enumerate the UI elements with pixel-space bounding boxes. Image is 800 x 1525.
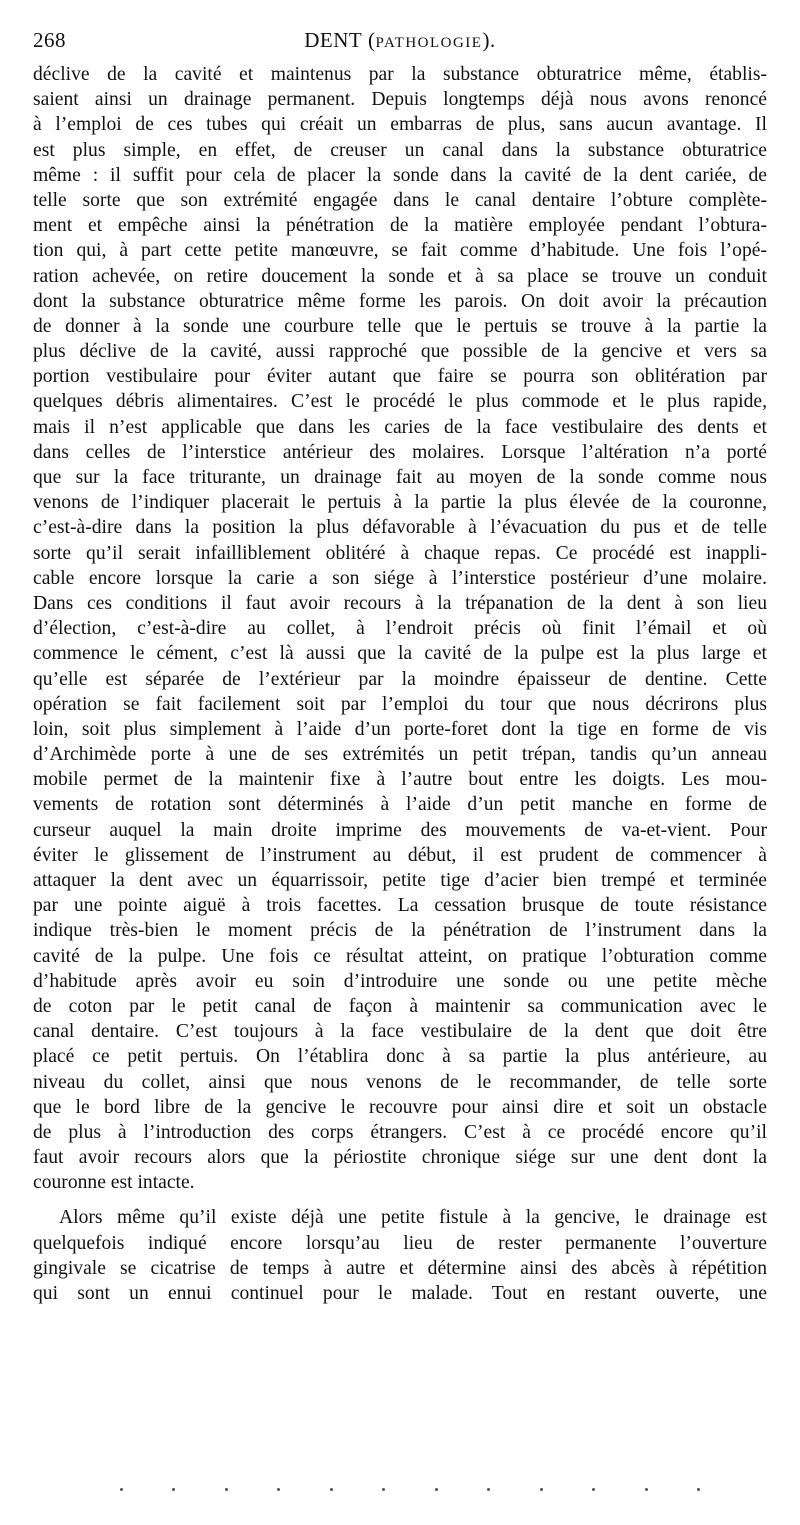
text-line: de plus à l’introduction des corps étrangers. C’est à ce procédé encore qu’il [33,1121,767,1143]
text-line: couronne est intacte. [33,1172,195,1194]
text-line: d’élection, c’est-à-dire au collet, à l’endroit précis où finit l’émail et où [33,618,767,640]
text-line: mais il n’est applicable que dans les caries de la face vestibulaire des dents et [33,416,767,438]
text-line: même : il suffit pour cela de placer la sonde dans la cavité de la dent cariée, de [33,164,767,186]
running-title [33,28,767,53]
text-line: tion qui, à part cette petite manœuvre, se fait comme d’habitude. Une fois l’opé- [33,240,767,262]
text-line: Dans ces conditions il faut avoir recours à la trépanation de la dent à son lieu [33,592,767,614]
text-line: venons de l’indiquer placerait le pertuis à la partie la plus élevée de la couronne, [33,492,767,514]
text-line: indique très-bien le moment précis de la pénétration de l’instrument dans la [33,920,767,942]
text-line: éviter le glissement de l’instrument au début, il est prudent de commencer à [33,844,767,866]
text-line: quelques débris alimentaires. C’est le procédé le plus commode et le plus rapide, [33,391,767,413]
running-title-paren-close: ). [482,28,496,52]
text-line: de donner à la sonde une courbure telle que le pertuis se trouve à la partie la [33,315,767,337]
text-line: par une pointe aiguë à trois facettes. La cessation brusque de toute résistance [33,895,767,917]
text-line: d’Archimède porte à une de ses extrémités un petit trépan, tandis qu’un anneau [33,744,767,766]
text-line: Alors même qu’il existe déjà une petite fistule à la gencive, le drainage est [59,1207,767,1229]
text-line: niveau du collet, ainsi que nous venons de le recommander, de telle sorte [33,1071,767,1093]
text-line: est plus simple, en effet, de creuser un canal dans la substance obturatrice [33,139,767,161]
footer-dots [120,1488,700,1494]
text-line: placé ce petit pertuis. On l’établira donc à sa partie la plus antérieure, au [33,1046,767,1068]
text-line: vements de rotation sont déterminés à l’aide d’un petit manche en forme de [33,794,767,816]
text-line: canal dentaire. C’est toujours à la face vestibulaire de la dent que doit être [33,1021,767,1043]
text-line: c’est-à-dire dans la position la plus défavorable à l’évacuation du pus et de telle [33,517,767,539]
text-line: commence le cément, c’est là aussi que la cavité de la pulpe est la plus large et [33,643,767,665]
text-line: que le bord libre de la gencive le recouvre pour ainsi dire et soit un obstacle [33,1096,767,1118]
body-paragraph-1 [33,62,767,1195]
text-line: d’habitude après avoir eu soin d’introduire une sonde ou une petite mèche [33,970,767,992]
body-paragraph-2 [33,1205,767,1306]
text-line: faut avoir recours alors que la périostite chronique siége sur une dent dont la [33,1147,767,1169]
text-line: déclive de la cavité et maintenus par la substance obturatrice même, établis- [33,64,767,85]
text-line: sorte qu’il serait infailliblement oblitéré à chaque repas. Ce procédé est inappli- [33,542,767,564]
text-line: mobile permet de la maintenir fixe à l’autre bout entre les doigts. Les mou- [33,769,767,791]
text-line: dans celles de l’interstice antérieur des molaires. Lorsque l’altération n’a porté [33,441,767,463]
running-title-paren-open: ( [368,28,376,52]
text-line: gingivale se cicatrise de temps à autre et détermine ainsi des abcès à répétition [33,1257,767,1279]
text-line: qu’elle est séparée de l’extérieur par la moindre épaisseur de dentine. Cette [33,668,767,690]
running-title-main: DENT [304,28,363,52]
running-title-sub: PATHOLOGIE [375,35,483,51]
text-line: cavité de la pulpe. Une fois ce résultat atteint, on pratique l’obturation comme [33,945,767,967]
text-line: que sur la face triturante, un drainage fait au moyen de la sonde comme nous [33,467,767,488]
page-number: 268 [33,28,66,52]
text-line: à l’emploi de ces tubes qui créait un embarras de plus, sans aucun avantage. Il [33,114,767,136]
text-line: cable encore lorsque la carie a son siége à l’interstice postérieur d’une molaire. [33,567,767,589]
running-head [33,28,767,62]
text-line: qui sont un ennui continuel pour le malade. Tout en restant ouverte, une [33,1283,767,1304]
text-line: portion vestibulaire pour éviter autant que faire se pourra son oblitération par [33,366,767,388]
text-line: quelquefois indiqué encore lorsqu’au lieu de rester permanente l’ouverture [33,1232,767,1254]
text-line: saient ainsi un drainage permanent. Depuis longtemps déjà nous avons renoncé [33,89,767,111]
text-line: curseur auquel la main droite imprime des mouvements de va-et-vient. Pour [33,819,767,841]
text-line: attaquer la dent avec un équarrissoir, petite tige d’acier bien trempé et terminée [33,870,767,891]
text-line: telle sorte que son extrémité engagée dans le canal dentaire l’obture complète- [33,189,767,211]
text-line: ration achevée, on retire doucement la sonde et à sa place se trouve un conduit [33,265,767,287]
book-page [33,28,767,1306]
text-line: opération se fait facilement soit par l’emploi du tour que nous décrirons plus [33,693,767,715]
text-line: dont la substance obturatrice même forme les parois. On doit avoir la précaution [33,290,767,312]
text-line: ment et empêche ainsi la pénétration de la matière employée pendant l’obtura- [33,215,767,237]
text-line: loin, soit plus simplement à l’aide d’un porte-foret dont la tige en forme de vis [33,718,767,740]
text-line: de coton par le petit canal de façon à maintenir sa communication avec le [33,995,767,1017]
text-line: plus déclive de la cavité, aussi rapproché que possible de la gencive et vers sa [33,341,767,363]
